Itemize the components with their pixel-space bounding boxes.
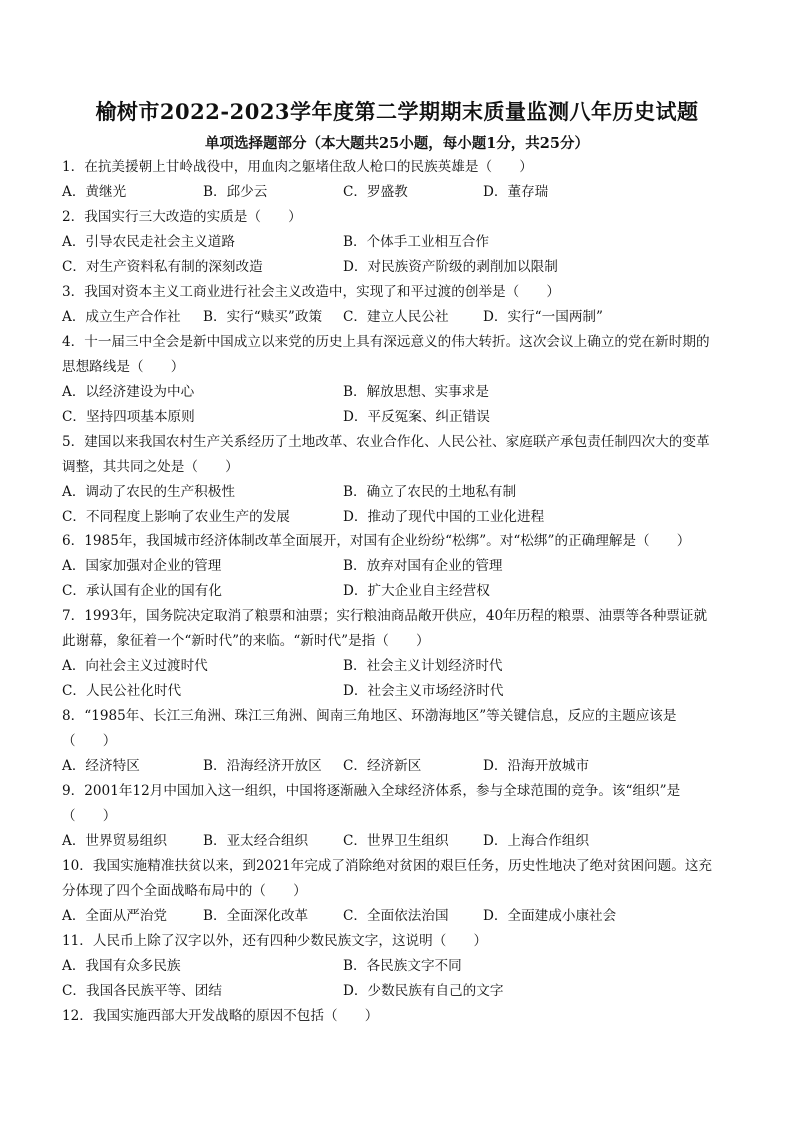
option-a: A．成立生产合作社 [62,309,181,325]
option-b: B．各民族文字不同 [343,958,462,974]
option-c: C．人民公社化时代 [62,683,182,699]
option-b: B．放弃对国有企业的管理 [343,558,503,574]
section-heading: 单项选择题部分（本大题共25小题，每小题1分，共25分） [205,135,589,152]
option-a: A．经济特区 [62,758,140,774]
question-stem-cont: （ ） [62,808,117,824]
question-stem: 1．在抗美援朝上甘岭战役中，用血肉之躯堵住敌人枪口的民族英雄是（ ） [62,159,533,175]
option-d: D．董存瑞 [483,184,549,200]
option-a: A．以经济建设为中心 [62,384,195,400]
option-d: D．全面建成小康社会 [483,908,617,924]
question-stem: 7．1993年，国务院决定取消了粮票和油票；实行粮油商品敞开供应，40年历程的粮票、油票等各种票证就 [62,608,708,624]
question-stem: 4．十一届三中全会是新中国成立以来党的历史上具有深远意义的伟大转折。这次会议上确立的党在新时期的 [62,334,710,350]
option-a: A．全面从严治党 [62,908,167,924]
option-d: D．推动了现代中国的工业化进程 [343,509,545,525]
question-stem: 3．我国对资本主义工商业进行社会主义改造中，实现了和平过渡的创举是（ ） [62,284,561,300]
option-c: C．我国各民族平等、团结 [62,983,222,999]
option-c: C．承认国有企业的国有化 [62,583,222,599]
option-a: A．我国有众多民族 [62,958,181,974]
page-title: 榆树市2022-2023学年度第二学期期末质量监测八年历史试题 [95,99,699,124]
option-b: B．邱少云 [203,184,268,200]
option-b: B．社会主义计划经济时代 [343,658,503,674]
option-a: A．国家加强对企业的管理 [62,558,222,574]
option-c: C．建立人民公社 [343,309,449,325]
question-stem: 10．我国实施精准扶贫以来，到2021年完成了消除绝对贫困的艰巨任务，历史性地决了绝对贫困问题。这充 [62,858,713,874]
option-c: C．对生产资料私有制的深刻改造 [62,259,263,275]
option-c: C．不同程度上影响了农业生产的发展 [62,509,290,525]
option-c: C．坚持四项基本原则 [62,409,195,425]
option-d: D．对民族资产阶级的剥削加以限制 [343,259,558,275]
option-a: A．引导农民走社会主义道路 [62,234,235,250]
option-b: B．沿海经济开放区 [203,758,322,774]
option-b: B．解放思想、实事求是 [343,384,489,400]
option-d: D．上海合作组织 [483,833,590,849]
question-stem: 5．建国以来我国农村生产关系经历了土地改革、农业合作化、人民公社、家庭联产承包责任制四次大的变革 [62,434,710,450]
question-stem-cont: 思想路线是（ ） [62,359,185,375]
option-d: D．社会主义市场经济时代 [343,683,504,699]
question-stem-cont: 此谢幕，象征着一个“新时代”的来临。“新时代”是指（ ） [62,633,430,649]
option-a: A．世界贸易组织 [62,833,167,849]
question-stem-cont: （ ） [62,733,117,749]
option-a: A．调动了农民的生产积极性 [62,484,235,500]
question-stem-cont: 调整，其共同之处是（ ） [62,459,239,475]
question-stem: 9．2001年12月中国加入这一组织，中国将逐渐融入全球经济体系，参与全球范围的竞争。该“组织”是 [62,783,681,799]
question-stem: 11．人民币上除了汉字以外，还有四种少数民族文字，这说明（ ） [62,933,488,949]
option-b: B．全面深化改革 [203,908,309,924]
option-d: D．实行“一国两制” [483,309,603,325]
option-a: A．向社会主义过渡时代 [62,658,208,674]
option-b: B．确立了农民的土地私有制 [343,484,517,500]
question-stem: 6．1985年，我国城市经济体制改革全面展开，对国有企业纷纷“松绑”。对“松绑”的正确理解是（ ） [62,533,691,549]
option-c: C．罗盛教 [343,184,408,200]
question-stem: 12．我国实施西部大开发战略的原因不包括（ ） [62,1008,379,1024]
question-stem: 8．“1985年、长江三角洲、珠江三角洲、闽南三角地区、环渤海地区”等关键信息，反应的主题应该是 [62,708,677,724]
option-d: D．少数民族有自己的文字 [343,983,504,999]
question-stem-cont: 分体现了四个全面战略布局中的（ ） [62,883,307,899]
option-d: D．扩大企业自主经营权 [343,583,490,599]
option-b: B．个体手工业相互合作 [343,234,489,250]
option-d: D．沿海开放城市 [483,758,590,774]
option-a: A．黄继光 [62,184,127,200]
option-c: C．世界卫生组织 [343,833,449,849]
option-c: C．经济新区 [343,758,422,774]
option-d: D．平反冤案、纠正错误 [343,409,490,425]
option-c: C．全面依法治国 [343,908,449,924]
option-b: B．亚太经合组织 [203,833,309,849]
option-b: B．实行“赎买”政策 [203,309,323,325]
question-stem: 2．我国实行三大改造的实质是（ ） [62,209,302,225]
